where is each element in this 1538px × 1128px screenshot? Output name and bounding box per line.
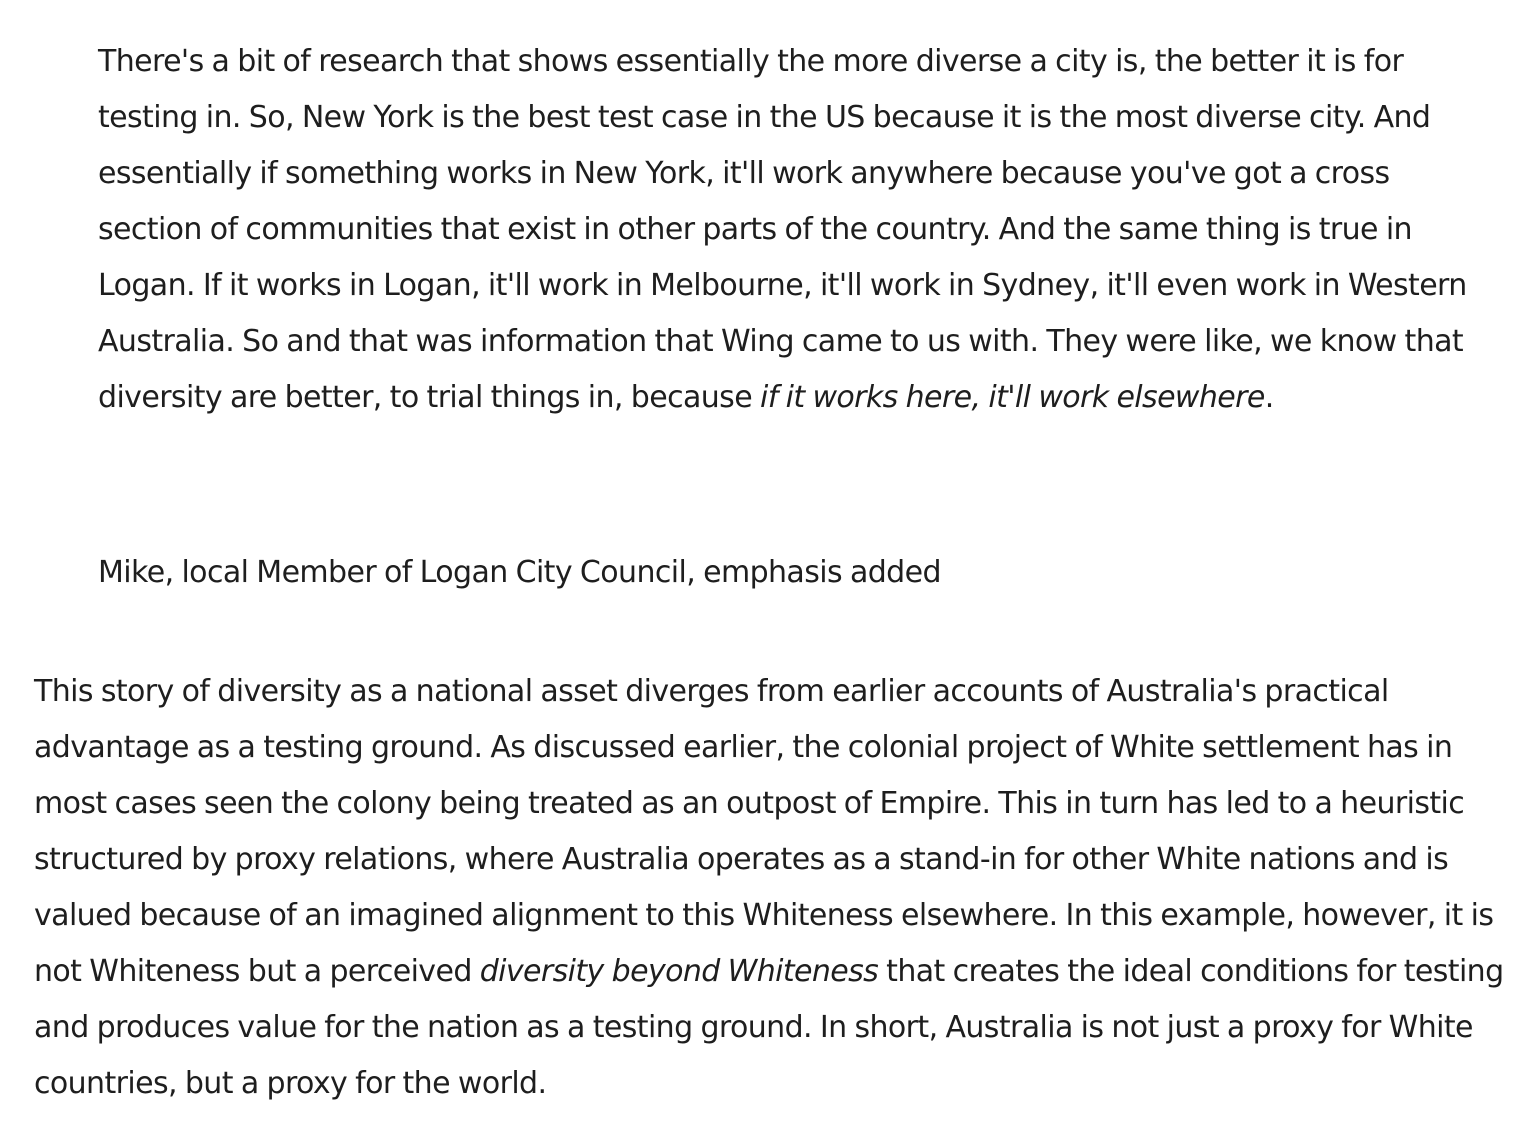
paragraph-text-start: This story of diversity as a national asset diverges from earlier accounts of Australia's practical advantage as a testing ground. As discussed earlier, the colonial project of White settlement has in most cases seen the colony being treated as an outpost of Empire. This in turn has led to a heuristic structured by proxy relations, where Australia operates as a stand-in for other White nations and is valued because of an imagined alignment to this Whiteness elsewhere. In this example, however, it is not Whiteness but a perceived (34, 674, 1494, 989)
block-quote (98, 34, 1468, 426)
quote-text (98, 34, 1468, 426)
quote-emphasis: if it works here, it'll work elsewhere (760, 380, 1265, 415)
quote-text-start: There's a bit of research that shows essentially the more diverse a city is, the better it is for testing in. So, New York is the best test case in the US because it is the most diverse city. And essentially if something works in New York, it'll work anywhere because you've got a cross section of communities that exist in other parts of the country. And the same thing is true in Logan. If it works in Logan, it'll work in Melbourne, it'll work in Sydney, it'll even work in Western Australia. So and that was information that Wing came to us with. They were like, we know that diversity are better, to trial things in, because (98, 44, 1467, 415)
quote-attribution: Mike, local Member of Logan City Council, emphasis added (98, 555, 941, 590)
quote-text-end: . (1264, 380, 1274, 415)
body-paragraph (34, 664, 1509, 1112)
paragraph-emphasis: diversity beyond Whiteness (479, 954, 879, 989)
paragraph-text-end: that creates the ideal conditions for testing and produces value for the nation as a testing ground. In short, Australia is not just a proxy for White countries, but a proxy for the world. (34, 954, 1504, 1101)
